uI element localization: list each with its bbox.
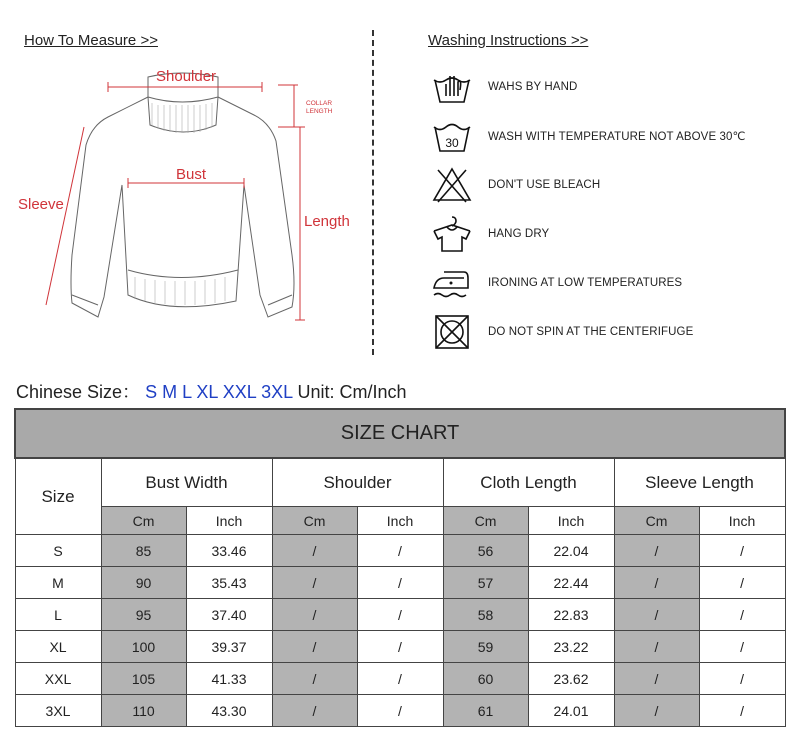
size-prefix: Chinese Size：	[16, 382, 141, 402]
size-list: S M L XL XXL 3XL	[145, 382, 293, 402]
table-row	[15, 631, 785, 663]
hang-dry-icon	[430, 215, 474, 253]
wash-text: HANG DRY	[488, 227, 550, 240]
table-cell: 57	[443, 567, 528, 599]
table-cell: 41.33	[186, 663, 272, 695]
wash-text: WASH WITH TEMPERATURE NOT ABOVE 30℃	[488, 130, 746, 143]
table-cell: /	[699, 695, 785, 727]
unit-header: Cm	[101, 507, 186, 535]
table-cell: 90	[101, 567, 186, 599]
table-cell: /	[614, 695, 699, 727]
table-row	[15, 599, 785, 631]
table-cell: /	[614, 535, 699, 567]
shoulder-label: Shoulder	[156, 68, 217, 85]
table-cell: /	[272, 695, 357, 727]
washing-list	[430, 62, 800, 356]
group-header: Cloth Length	[443, 458, 614, 507]
low-iron-icon	[430, 264, 474, 302]
wash-item	[430, 209, 800, 258]
size-cell: S	[15, 535, 101, 567]
hand-wash-icon	[430, 68, 474, 106]
size-cell: L	[15, 599, 101, 631]
wash-text: DON'T USE BLEACH	[488, 178, 601, 191]
no-tumble-dry-icon	[430, 313, 474, 351]
table-row	[15, 535, 785, 567]
collar-label-2: LENGTH	[306, 108, 333, 115]
table-cell: 37.40	[186, 599, 272, 631]
table-cell: 22.04	[528, 535, 614, 567]
table-cell: /	[699, 631, 785, 663]
table-cell: 39.37	[186, 631, 272, 663]
size-unit: Unit: Cm/Inch	[297, 382, 407, 402]
size-cell: 3XL	[15, 695, 101, 727]
table-cell: /	[614, 567, 699, 599]
group-header: Sleeve Length	[614, 458, 785, 507]
table-cell: /	[357, 631, 443, 663]
table-cell: 22.44	[528, 567, 614, 599]
unit-header: Inch	[186, 507, 272, 535]
collar-label-1: COLLAR	[306, 100, 333, 107]
table-cell: 56	[443, 535, 528, 567]
wash-item	[430, 111, 800, 160]
unit-header: Inch	[357, 507, 443, 535]
table-cell: 59	[443, 631, 528, 663]
table-cell: /	[614, 599, 699, 631]
table-cell: /	[357, 535, 443, 567]
table-cell: /	[272, 535, 357, 567]
wash-text: DO NOT SPIN AT THE CENTERIFUGE	[488, 325, 694, 338]
table-cell: /	[699, 663, 785, 695]
table-cell: /	[614, 663, 699, 695]
unit-header: Inch	[528, 507, 614, 535]
wash-item	[430, 258, 800, 307]
wash-temp: 30	[445, 135, 459, 150]
table-row	[15, 663, 785, 695]
size-header: Size	[15, 458, 101, 535]
wash-item	[430, 160, 800, 209]
wash-item	[430, 307, 800, 356]
bust-label: Bust	[176, 166, 207, 183]
washing-heading: Washing Instructions >>	[428, 32, 589, 49]
wash-30-icon	[430, 117, 474, 155]
table-cell: 85	[101, 535, 186, 567]
table-cell: 22.83	[528, 599, 614, 631]
sleeve-label: Sleeve	[18, 196, 64, 213]
table-cell: /	[614, 631, 699, 663]
chart-title: SIZE CHART	[15, 409, 785, 458]
table-cell: /	[357, 695, 443, 727]
table-cell: 95	[101, 599, 186, 631]
table-cell: /	[357, 663, 443, 695]
size-cell: XXL	[15, 663, 101, 695]
wash-text: IRONING AT LOW TEMPERATURES	[488, 276, 683, 289]
sweater-measure-diagram	[0, 55, 370, 355]
table-cell: /	[699, 567, 785, 599]
table-cell: 105	[101, 663, 186, 695]
table-cell: 58	[443, 599, 528, 631]
size-chart	[14, 408, 786, 727]
section-divider	[372, 30, 374, 355]
how-to-measure-heading: How To Measure >>	[24, 32, 158, 49]
table-cell: /	[699, 535, 785, 567]
table-cell: 33.46	[186, 535, 272, 567]
table-cell: 35.43	[186, 567, 272, 599]
table-cell: /	[272, 567, 357, 599]
table-cell: /	[357, 599, 443, 631]
table-cell: /	[272, 663, 357, 695]
table-cell: 24.01	[528, 695, 614, 727]
table-row	[15, 567, 785, 599]
table-cell: /	[699, 599, 785, 631]
no-bleach-icon	[430, 166, 474, 204]
table-cell: 100	[101, 631, 186, 663]
table-cell: 61	[443, 695, 528, 727]
table-cell: /	[272, 599, 357, 631]
wash-item	[430, 62, 800, 111]
unit-header: Cm	[443, 507, 528, 535]
unit-header: Cm	[614, 507, 699, 535]
table-cell: 43.30	[186, 695, 272, 727]
size-line	[16, 378, 407, 404]
group-header: Shoulder	[272, 458, 443, 507]
table-cell: 60	[443, 663, 528, 695]
wash-text: WAHS BY HAND	[488, 80, 578, 93]
table-row	[15, 695, 785, 727]
group-header: Bust Width	[101, 458, 272, 507]
table-cell: 110	[101, 695, 186, 727]
table-cell: 23.62	[528, 663, 614, 695]
table-cell: /	[357, 567, 443, 599]
unit-header: Cm	[272, 507, 357, 535]
size-cell: XL	[15, 631, 101, 663]
table-cell: 23.22	[528, 631, 614, 663]
table-cell: /	[272, 631, 357, 663]
length-label: Length	[304, 213, 350, 230]
size-cell: M	[15, 567, 101, 599]
unit-header: Inch	[699, 507, 785, 535]
